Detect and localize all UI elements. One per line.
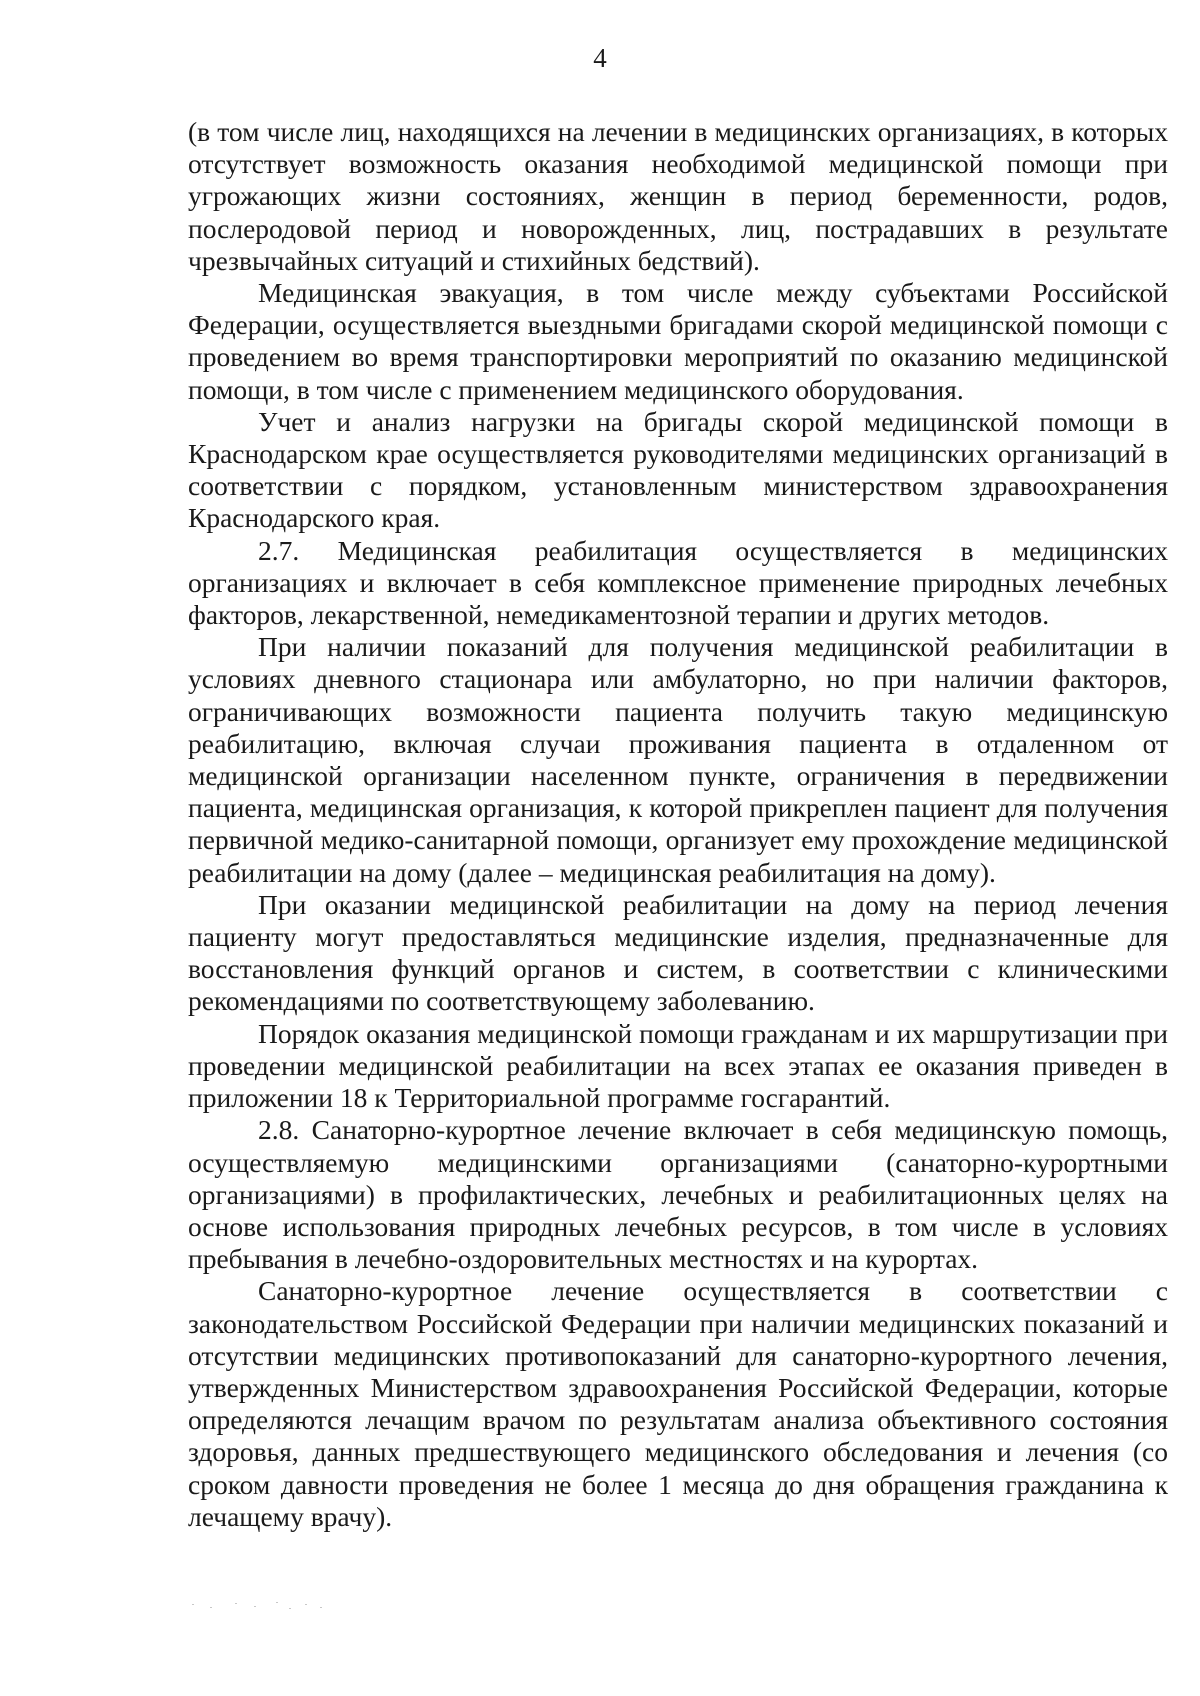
paragraph-ambulance-load-analysis: Учет и анализ нагрузки на бригады скорой медицинской помощи в Краснодарском крае осуществляется руководителями медицинских организаций в соответствии с порядком, установленным министерством здравоохранения Краснодарского края. [188,405,1168,534]
paragraph-medical-devices: При оказании медицинской реабилитации на дому на период лечения пациенту могут предоставляться медицинские изделия, предназначенные для восстановления функций органов и систем, в соответствии с клиническими рекомендациями по соответствующему заболеванию. [188,888,1168,1017]
paragraph-evacuation-continued: (в том числе лиц, находящихся на лечении в медицинских организациях, в которых отсутствует возможность оказания необходимой медицинской помощи при угрожающих жизни состояниях, женщин в период беременности, родов, послеродовой период и новорожденных, лиц, пострадавших в результате чрезвычайных ситуаций и стихийных бедствий). [188,116,1168,276]
paragraph-section-2-7-rehabilitation: 2.7. Медицинская реабилитация осуществляется в медицинских организациях и включает в себя комплексное применение природных лечебных факторов, лекарственной, немедикаментозной терапии и других методов. [188,534,1168,631]
document-body [188,116,1168,1533]
paragraph-home-rehabilitation: При наличии показаний для получения медицинской реабилитации в условиях дневного стационара или амбулаторно, но при наличии факторов, ограничивающих возможности пациента получить такую медицинскую реабилитацию, включая случаи проживания пациента в отдаленном от медицинской организации населенном пункте, ограничения в передвижении пациента, медицинская организация, к которой прикреплен пациент для получения первичной медико-санитарной помощи, организует ему прохождение медицинской реабилитации на дому (далее – медицинская реабилитация на дому). [188,631,1168,888]
paragraph-medical-evacuation: Медицинская эвакуация, в том числе между субъектами Российской Федерации, осуществляется выездными бригадами скорой медицинской помощи с проведением во время транспортировки мероприятий по оказанию медицинской помощи, в том числе с применением медицинского оборудования. [188,277,1168,405]
paragraph-section-2-8-sanatorium: 2.8. Санаторно-курортное лечение включает в себя медицинскую помощь, осуществляемую медицинскими организациями (санаторно-курортными организациями) в профилактических, лечебных и реабилитационных целях на основе использования природных лечебных ресурсов, в том числе в условиях пребывания в лечебно-оздоровительных местностях и на курортах. [188,1114,1168,1275]
paragraph-sanatorium-indications: Санаторно-курортное лечение осуществляется в соответствии с законодательством Российской Федерации при наличии медицинских показаний и отсутствии медицинских противопоказаний для санаторно-курортного лечения, утвержденных Министерством здравоохранения Российской Федерации, которые определяются лечащим врачом по результатам анализа объективного состояния здоровья, данных предшествующего медицинского обследования и лечения (со сроком давности проведения не более 1 месяца до дня обращения гражданина к лечащему врачу). [188,1275,1168,1532]
paragraph-routing-procedure: Порядок оказания медицинской помощи гражданам и их маршрутизации при проведении медицинской реабилитации на всех этапах ее оказания приведен в приложении 18 к Территориальной программе госгарантий. [188,1017,1168,1114]
page-number: 4 [593,43,607,73]
scan-noise [188,1598,338,1612]
